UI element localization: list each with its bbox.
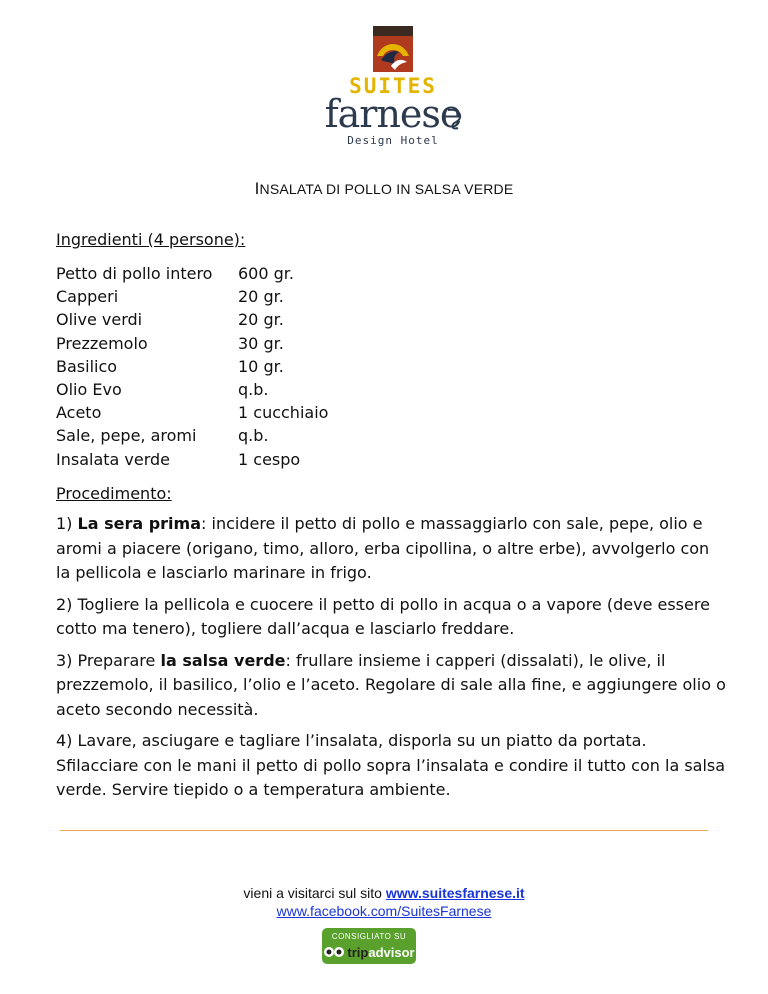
procedure-step-2	[56, 593, 726, 642]
procedure-heading: Procedimento:	[56, 484, 172, 503]
step-bold: la salsa verde	[160, 650, 286, 670]
ingredient-row	[56, 448, 328, 471]
ingredient-qty: 1 cucchiaio	[238, 403, 329, 423]
brand-top: SUITES	[349, 74, 437, 98]
step-number: 4)	[56, 731, 73, 750]
ingredient-row	[56, 285, 328, 308]
footer	[0, 884, 768, 920]
procedure-steps	[56, 512, 726, 810]
ingredient-qty: q.b.	[238, 379, 269, 399]
step-text: : incidere il petto di pollo e massaggiarlo con sale, pepe, olio e aromi a piacere (origano, timo, alloro, erba cipollina, o altre erbe), avvolgerlo con la pellicola e lasciarlo marinare in frigo.	[56, 514, 710, 582]
ingredient-name: Aceto	[56, 403, 102, 423]
tripadvisor-badge[interactable]	[322, 928, 416, 964]
ingredient-qty: 10 gr.	[238, 356, 284, 376]
hotel-logo	[318, 26, 468, 148]
ingredient-qty: 20 gr.	[238, 310, 284, 330]
procedure-step-3	[56, 649, 726, 723]
ingredients-list	[56, 262, 328, 471]
footer-divider	[60, 830, 708, 831]
recipe-title	[0, 179, 768, 199]
step-bold: La sera prima	[77, 514, 202, 533]
ingredient-row	[56, 262, 328, 285]
ingredient-name: Olio Evo	[56, 379, 122, 399]
ingredient-qty: 30 gr.	[238, 333, 284, 353]
step-pre: Preparare	[77, 650, 156, 670]
brand-main: farnese	[324, 92, 462, 136]
ingredient-qty: 20 gr.	[238, 287, 284, 307]
procedure-step-1	[56, 512, 726, 586]
step-text: Togliere la pellicola e cuocere il petto di pollo in acqua o a vapore (deve essere cotto ma tenero), togliere dall’acqua e lasciarlo freddare.	[56, 594, 710, 638]
ingredient-name: Insalata verde	[56, 449, 171, 469]
step-text: Lavare, asciugare e tagliare l’insalata, disporla su un piatto da portata. Sfilacciare con le mani il petto di pollo sopra l’insalata e condire il tutto con la salsa verde. Servire tiepido o a temperatura ambiente.	[56, 731, 726, 799]
ingredient-row	[56, 332, 328, 355]
brand-tagline: Design Hotel	[347, 134, 439, 147]
badge-caption: CONSIGLIATO SU	[331, 932, 407, 941]
step-number: 2)	[56, 594, 73, 614]
visit-text: vieni a visitarci sul sito	[243, 885, 382, 901]
swallow-emblem-icon	[373, 26, 413, 72]
footer-line-2	[0, 902, 768, 920]
swirl-icon	[444, 106, 466, 132]
badge-brand-b: advisor	[368, 944, 415, 960]
ingredient-row	[56, 401, 328, 424]
badge-brand	[322, 943, 416, 961]
step-number: 3)	[56, 650, 73, 670]
ingredient-qty: q.b.	[238, 426, 269, 446]
ingredient-row	[56, 378, 328, 401]
ingredient-row	[56, 355, 328, 378]
footer-line-1	[0, 884, 768, 902]
ingredient-row	[56, 308, 328, 331]
step-text: : frullare insieme i capperi (dissalati), le olive, il prezzemolo, il basilico, l’olio e l’aceto. Regolare di sale alla fine, e aggiungere olio o aceto secondo necessità.	[56, 650, 726, 719]
title-rest: NSALATA DI POLLO IN SALSA VERDE	[259, 181, 514, 197]
ingredient-name: Petto di pollo intero	[56, 264, 213, 283]
ingredient-qty: 1 cespo	[238, 449, 301, 469]
ingredients-heading: Ingredienti (4 persone):	[56, 230, 246, 249]
ingredient-name: Basilico	[56, 356, 118, 376]
ingredient-name: Capperi	[56, 287, 119, 307]
title-initial: I	[254, 179, 260, 198]
ingredient-name: Olive verdi	[56, 310, 143, 330]
facebook-link[interactable]: www.facebook.com/SuitesFarnese	[276, 903, 492, 919]
step-number: 1)	[56, 514, 73, 533]
owl-eyes-icon	[323, 946, 345, 958]
ingredient-qty: 600 gr.	[238, 264, 294, 283]
badge-brand-a: trip	[347, 944, 369, 960]
website-link[interactable]: www.suitesfarnese.it	[385, 885, 525, 901]
ingredient-row	[56, 424, 328, 447]
ingredient-name: Prezzemolo	[56, 333, 148, 353]
procedure-step-4	[56, 729, 726, 803]
ingredient-name: Sale, pepe, aromi	[56, 426, 197, 446]
